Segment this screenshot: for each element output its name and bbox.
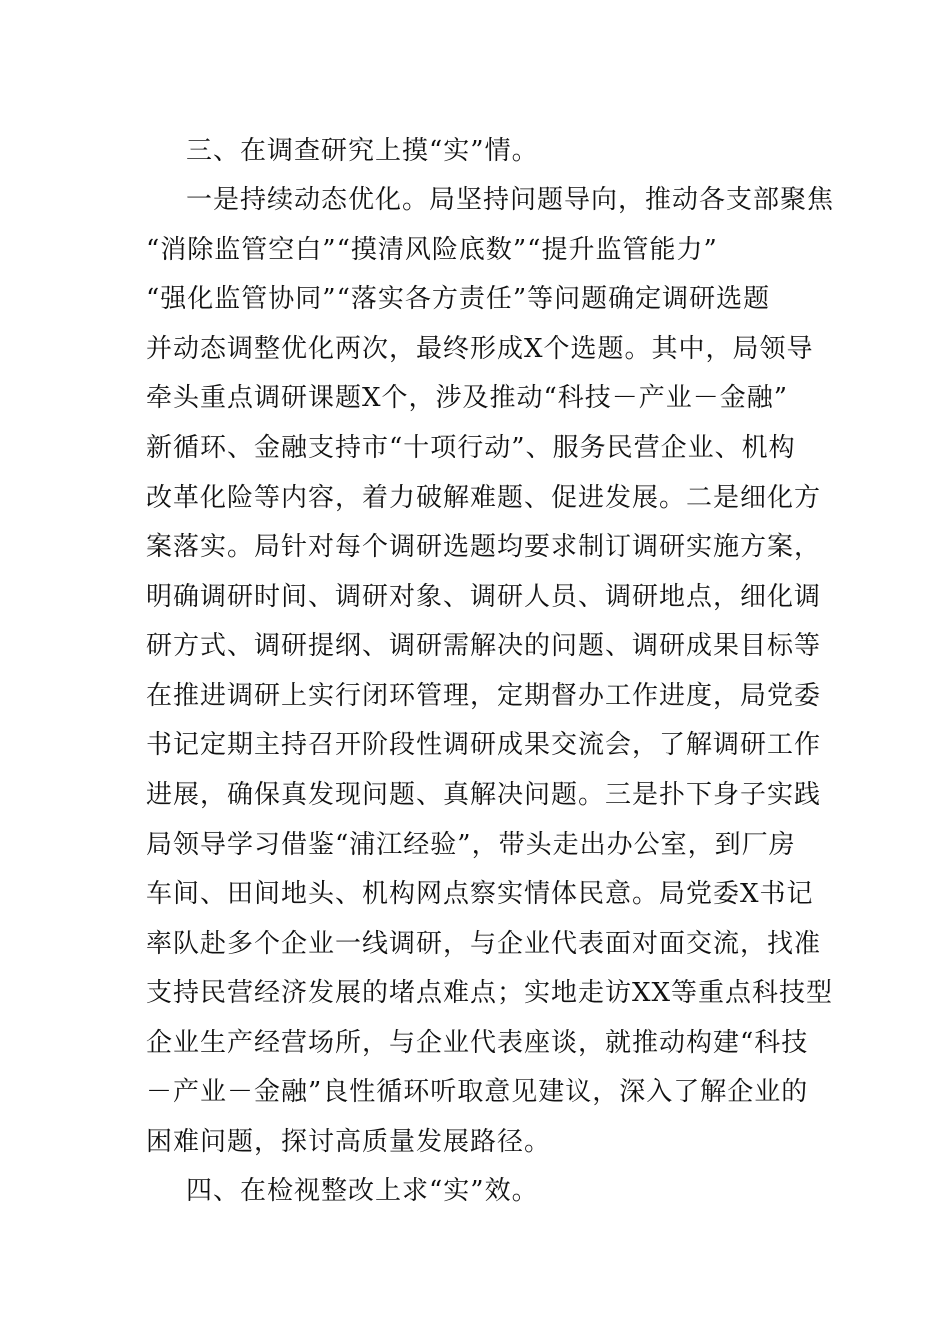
section-heading-4: 四、在检视整改上求“实”效。 (186, 1176, 539, 1206)
paragraph-line: 企业生产经营场所，与企业代表座谈，就推动构建“科技 (146, 1028, 809, 1058)
section-heading-3: 三、在调查研究上摸“实”情。 (186, 136, 539, 166)
paragraph-line: 案落实。局针对每个调研选题均要求制订调研实施方案， (146, 532, 822, 562)
paragraph-line: 进展，确保真发现问题、真解决问题。三是扑下身子实践 (146, 780, 822, 810)
paragraph-line: 困难问题，探讨高质量发展路径。 (146, 1127, 552, 1157)
paragraph-line: 新循环、金融支持市“十项行动”、服务民营企业、机构 (146, 433, 796, 463)
paragraph-line: 在推进调研上实行闭环管理，定期督办工作进度，局党委 (146, 681, 822, 711)
paragraph-line: 改革化险等内容，着力破解难题、促进发展。二是细化方 (146, 483, 822, 513)
paragraph-line: “消除监管空白”“摸清风险底数”“提升监管能力” (146, 235, 718, 265)
paragraph-line: 并动态调整优化两次，最终形成X个选题。其中，局领导 (146, 334, 814, 364)
paragraph-line: “强化监管协同”“落实各方责任”等问题确定调研选题 (146, 284, 771, 314)
paragraph-line: 支持民营经济发展的堵点难点；实地走访XX等重点科技型 (146, 978, 834, 1008)
paragraph-line: 明确调研时间、调研对象、调研人员、调研地点，细化调 (146, 582, 822, 612)
paragraph-line: 车间、田间地头、机构网点察实情体民意。局党委X书记 (146, 879, 814, 909)
paragraph-line: 研方式、调研提纲、调研需解决的问题、调研成果目标等 (146, 631, 822, 661)
paragraph-line: 书记定期主持召开阶段性调研成果交流会，了解调研工作 (146, 730, 822, 760)
paragraph-line: 局领导学习借鉴“浦江经验”，带头走出办公室，到厂房 (146, 830, 796, 860)
paragraph-line: 牵头重点调研课题X个，涉及推动“科技－产业－金融” (146, 383, 789, 413)
paragraph-line: 一是持续动态优化。局坚持问题导向，推动各支部聚焦 (186, 185, 835, 215)
paragraph-line: 率队赴多个企业一线调研，与企业代表面对面交流，找准 (146, 929, 822, 959)
paragraph-line: －产业－金融”良性循环听取意见建议，深入了解企业的 (146, 1077, 809, 1107)
